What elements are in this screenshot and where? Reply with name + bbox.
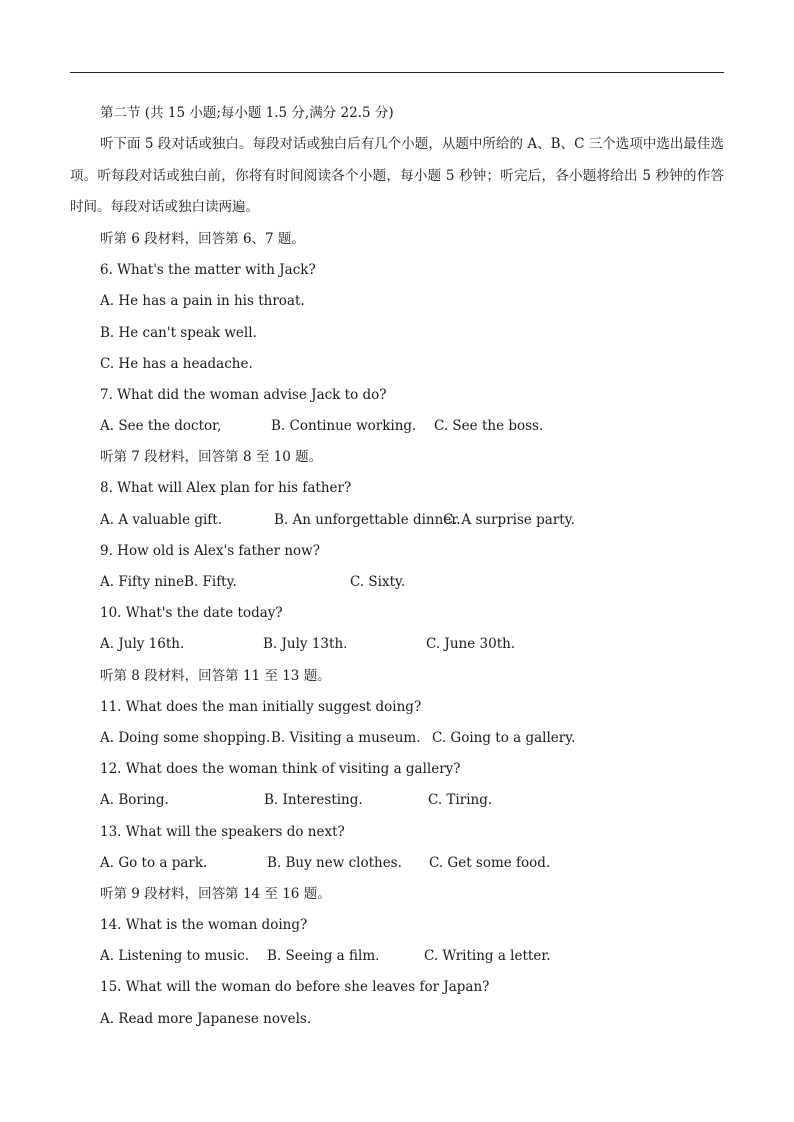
option-text: C. A surprise party. <box>443 511 575 528</box>
question-text: 8. What will Alex plan for his father? <box>100 480 352 497</box>
option-text: B. Visiting a museum. <box>271 729 421 746</box>
options-row <box>100 567 724 598</box>
question-text: 10. What's the date today? <box>100 605 283 622</box>
option-text: C. He has a headache. <box>100 355 253 372</box>
option-text: C. June 30th. <box>426 636 516 653</box>
question-text: 7. What did the woman advise Jack to do? <box>100 386 387 403</box>
option-text: B. Fifty. <box>184 574 237 591</box>
option-text: C. Get some food. <box>429 854 551 871</box>
option-text: A. He has a pain in his throat. <box>100 293 305 310</box>
option-text: B. Seeing a film. <box>267 948 380 965</box>
options-row <box>100 411 724 442</box>
option-text: B. An unforgettable dinner. <box>274 511 461 528</box>
option-text: A. Read more Japanese novels. <box>100 1010 312 1027</box>
option-text: A. Doing some shopping. <box>100 729 271 746</box>
option-text: C. See the boss. <box>434 418 544 435</box>
question-text: 12. What does the woman think of visiting a gallery? <box>100 761 461 778</box>
option-text: B. Interesting. <box>264 792 363 809</box>
options-row <box>100 941 724 972</box>
options-row <box>100 505 724 536</box>
option-text: A. Boring. <box>100 792 169 809</box>
group-heading: 听第 8 段材料，回答第 11 至 13 题。 <box>100 667 331 684</box>
question-text: 15. What will the woman do before she leaves for Japan? <box>100 979 490 996</box>
instructions-text: 听下面 5 段对话或独白。每段对话或独白后有几个小题，从题中所给的 A、B、C 三个选项中选出最佳选项。听每段对话或独白前，你将有时间阅读各个小题，每小题 5 秒钟；听完后，各小题将给出 5 秒钟的作答时间。每段对话或独白读两遍。 <box>70 136 724 216</box>
option-text: A. Fifty nine. <box>100 574 189 591</box>
group-heading: 听第 6 段材料，回答第 6、7 题。 <box>100 230 305 247</box>
options-row <box>100 629 724 660</box>
question-text: 11. What does the man initially suggest doing? <box>100 698 422 715</box>
section-header: 第二节 (共 15 小题;每小题 1.5 分,满分 22.5 分) <box>100 105 394 121</box>
option-text: B. Continue working. <box>271 418 417 435</box>
option-text: A. Listening to music. <box>100 948 250 965</box>
group-heading: 听第 7 段材料，回答第 8 至 10 题。 <box>100 449 323 466</box>
page-content <box>70 98 724 1035</box>
group-heading: 听第 9 段材料，回答第 14 至 16 题。 <box>100 885 331 902</box>
option-text: C. Writing a letter. <box>424 948 551 965</box>
option-text: C. Tiring. <box>428 792 493 809</box>
options-row <box>100 848 724 879</box>
option-text: A. Go to a park. <box>100 854 208 871</box>
question-text: 14. What is the woman doing? <box>100 917 308 934</box>
option-text: A. A valuable gift. <box>100 511 223 528</box>
instructions-block <box>70 129 724 224</box>
option-text: C. Going to a gallery. <box>432 729 576 746</box>
options-row <box>100 785 724 816</box>
question-text: 6. What's the matter with Jack? <box>100 262 316 279</box>
question-text: 13. What will the speakers do next? <box>100 823 345 840</box>
options-row <box>100 723 724 754</box>
option-text: A. July 16th. <box>100 636 185 653</box>
question-text: 9. How old is Alex's father now? <box>100 542 320 559</box>
option-text: B. July 13th. <box>263 636 348 653</box>
header-rule <box>70 72 724 73</box>
option-text: B. He can't speak well. <box>100 324 257 341</box>
option-text: A. See the doctor, <box>100 418 222 435</box>
option-text: C. Sixty. <box>350 574 406 591</box>
option-text: B. Buy new clothes. <box>267 854 402 871</box>
